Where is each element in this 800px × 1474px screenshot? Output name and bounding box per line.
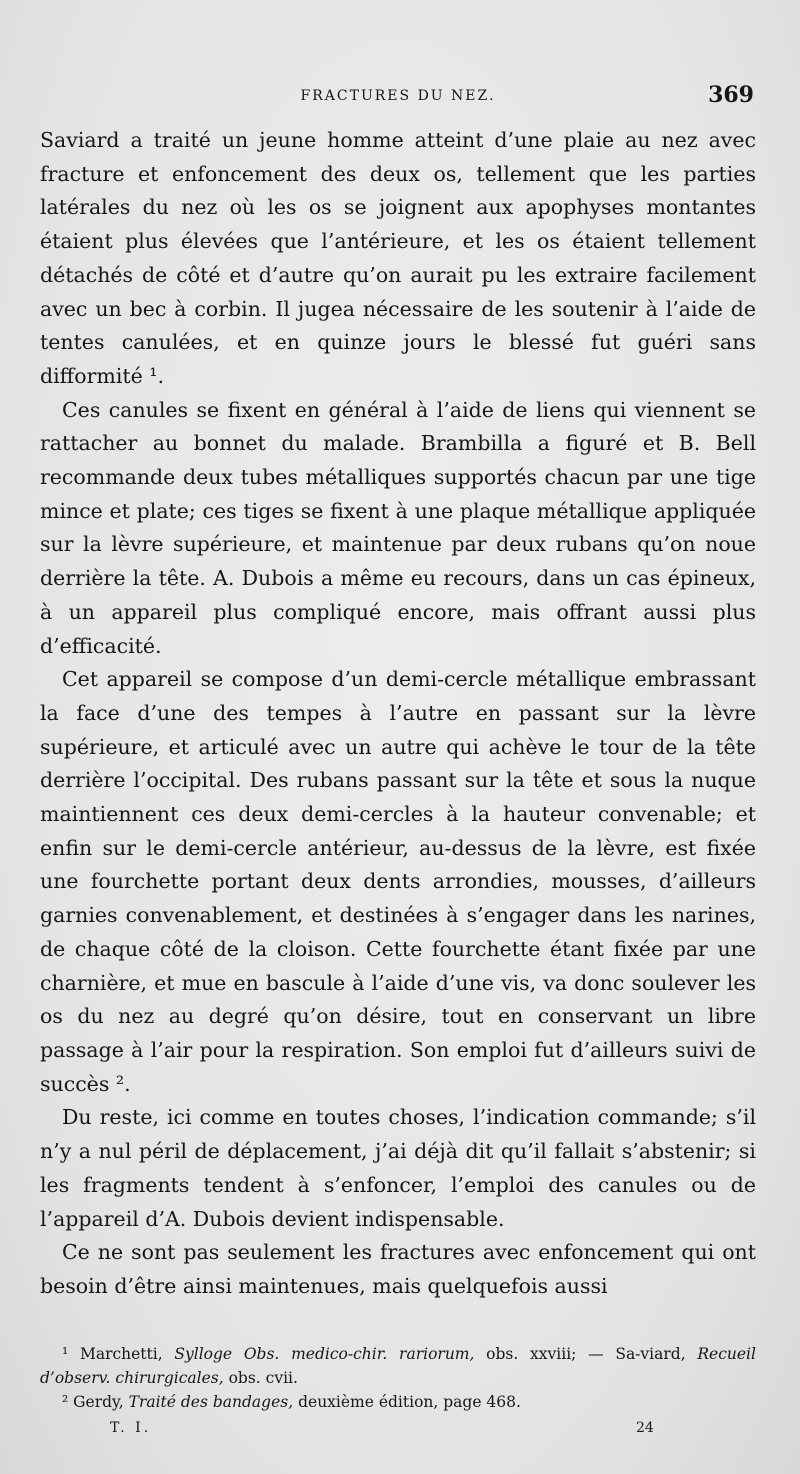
footnote-reference: obs. xxviii; — Sa-viard, [486,1345,686,1363]
footnote-author: Gerdy, [73,1393,124,1411]
paragraph: Ces canules se fixent en général à l’aide de liens qui viennent se rattacher au bonnet du malade. Brambilla a figuré et B. Bell recommande deux tubes métalliques supportés chacun par une tige mince et plate; ces tiges se fixent à une plaque métallique appliquée sur la lèvre supérieure, et maintenue par deux rubans qu’on noue derrière la tête. A. Dubois a même eu recours, dans un cas épineux, à un appareil plus compliqué encore, mais offrant aussi plus d’efficacité. [40,397,756,658]
footnote-marker: ¹ [62,1345,69,1363]
footnote-1 [40,1342,756,1390]
footnote-marker: ² [62,1393,69,1411]
footnote-title: Sylloge Obs. medico-chir. rariorum, [174,1345,475,1363]
page-header [40,84,756,110]
body-text [40,124,756,1304]
footnote-2 [40,1390,756,1414]
footnotes [40,1342,756,1414]
page-number: 369 [708,82,754,108]
paragraph: Ce ne sont pas seulement les fractures avec enfoncement qui ont besoin d’être ainsi maintenues, mais quelquefois aussi [40,1240,756,1298]
running-title: FRACTURES DU NEZ. [300,88,496,104]
footnote-reference: deuxième édition, page 468. [298,1393,521,1411]
gathering-mark: 24 [636,1420,654,1436]
paragraph: Cet appareil se compose d’un demi-cercle métallique embrassant la face d’une des tempes à l’autre en passant sur la lèvre supérieure, et articulé avec un autre qui achève le tour de la tête derrière l’occipital. Des rubans passant sur la tête et sous la nuque maintiennent ces deux demi-cercles à la hauteur convenable; et enfin sur le demi-cercle antérieur, au-dessus de la lèvre, est fixée une fourchette portant deux dents arrondies, mousses, d’ailleurs garnies convenablement, et destinées à s’engager dans les narines, de chaque côté de la cloison. Cette fourchette étant fixée par une charnière, et mue en bascule à l’aide d’une vis, va donc soulever les os du nez au degré qu’on désire, tout en conservant un libre passage à l’air pour la respiration. Son emploi fut d’ailleurs suivi de succès ². [40,667,756,1096]
volume-signature: T. I. [110,1420,152,1436]
footnote-title: Recueil d’observ. chirurgicales, [40,1345,756,1387]
page-footer [40,1420,756,1444]
footnote-author: Marchetti, [79,1345,163,1363]
paragraph: Saviard a traité un jeune homme atteint d’une plaie au nez avec fracture et enfoncement des deux os, tellement que les parties latérales du nez où les os se joignent aux apophyses montantes étaient plus élevées que l’antérieure, et les os étaient tellement détachés de côté et d’autre qu’on aurait pu les extraire facilement avec un bec à corbin. Il jugea nécessaire de les soutenir à l’aide de tentes canulées, et en quinze jours le blessé fut guéri sans difformité ¹. [40,128,756,388]
footnote-title: Traité des bandages, [128,1393,294,1411]
footnote-reference: obs. cvii. [228,1369,298,1387]
paragraph: Du reste, ici comme en toutes choses, l’indication commande; s’il n’y a nul péril de déplacement, j’ai déjà dit qu’il fallait s’abstenir; si les fragments tendent à s’enfoncer, l’emploi des canules ou de l’appareil d’A. Dubois devient indispensable. [40,1105,756,1231]
